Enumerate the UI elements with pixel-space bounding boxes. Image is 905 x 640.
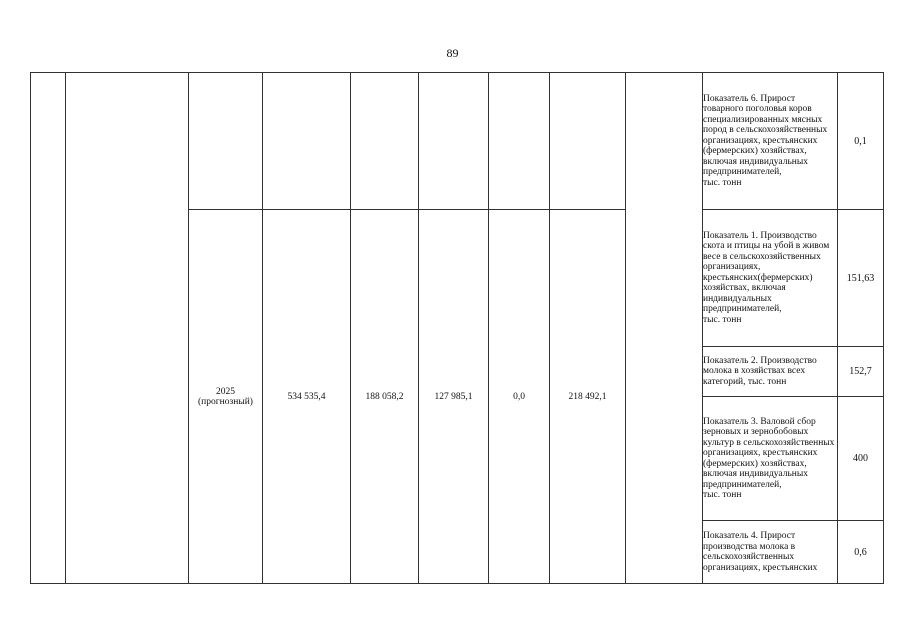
empty-cell-col4-prev <box>489 73 550 210</box>
indicator-2-value: 152,7 <box>838 347 884 397</box>
total-cell: 534 535,4 <box>263 210 351 584</box>
program-finance-table <box>30 72 884 584</box>
col2-cell: 188 058,2 <box>351 210 419 584</box>
col5-cell: 218 492,1 <box>550 210 626 584</box>
indicator-1-text: Показатель 1. Производство скота и птицы на убой в живом весе в сельскохозяйственных организациях, крестьянских(фермерских) хозяйствах, включая индивидуальных предпринимателей, тыс. тонн <box>703 210 838 347</box>
col3-cell: 127 985,1 <box>419 210 489 584</box>
page-number: 89 <box>446 46 459 60</box>
indicator-3-text: Показатель 3. Валовой сбор зерновых и зернобобовых культур в сельскохозяйственных организациях, крестьянских (фермерских) хозяйствах, включая индивидуальных предпринимателей, тыс. тонн <box>703 397 838 521</box>
empty-cell-number <box>31 73 66 584</box>
empty-cell-total-prev <box>263 73 351 210</box>
empty-cell-col3-prev <box>419 73 489 210</box>
indicator-2-text: Показатель 2. Производство молока в хозяйствах всех категорий, тыс. тонн <box>703 347 838 397</box>
table-row <box>31 73 884 210</box>
empty-cell-name <box>66 73 189 584</box>
indicator-6-value: 0,1 <box>838 73 884 210</box>
indicator-1-value: 151,63 <box>838 210 884 347</box>
col4-cell: 0,0 <box>489 210 550 584</box>
empty-cell-year-prev <box>189 73 263 210</box>
indicator-3-value: 400 <box>838 397 884 521</box>
indicator-6-text: Показатель 6. Прирост товарного поголовья коров специализированных мясных пород в сельскохозяйственных организациях, крестьянских (фермерских) хозяйствах, включая индивидуальных предпринимателей, тыс. тонн <box>703 73 838 210</box>
year-2025-cell: 2025 (прогнозный) <box>189 210 263 584</box>
indicator-4-value: 0,6 <box>838 521 884 584</box>
indicator-4-text: Показатель 4. Прирост производства молока в сельскохозяйственных организациях, крестьянских <box>703 521 838 584</box>
empty-cell-col5-prev <box>550 73 626 210</box>
empty-cell-result <box>626 73 703 584</box>
empty-cell-col2-prev <box>351 73 419 210</box>
